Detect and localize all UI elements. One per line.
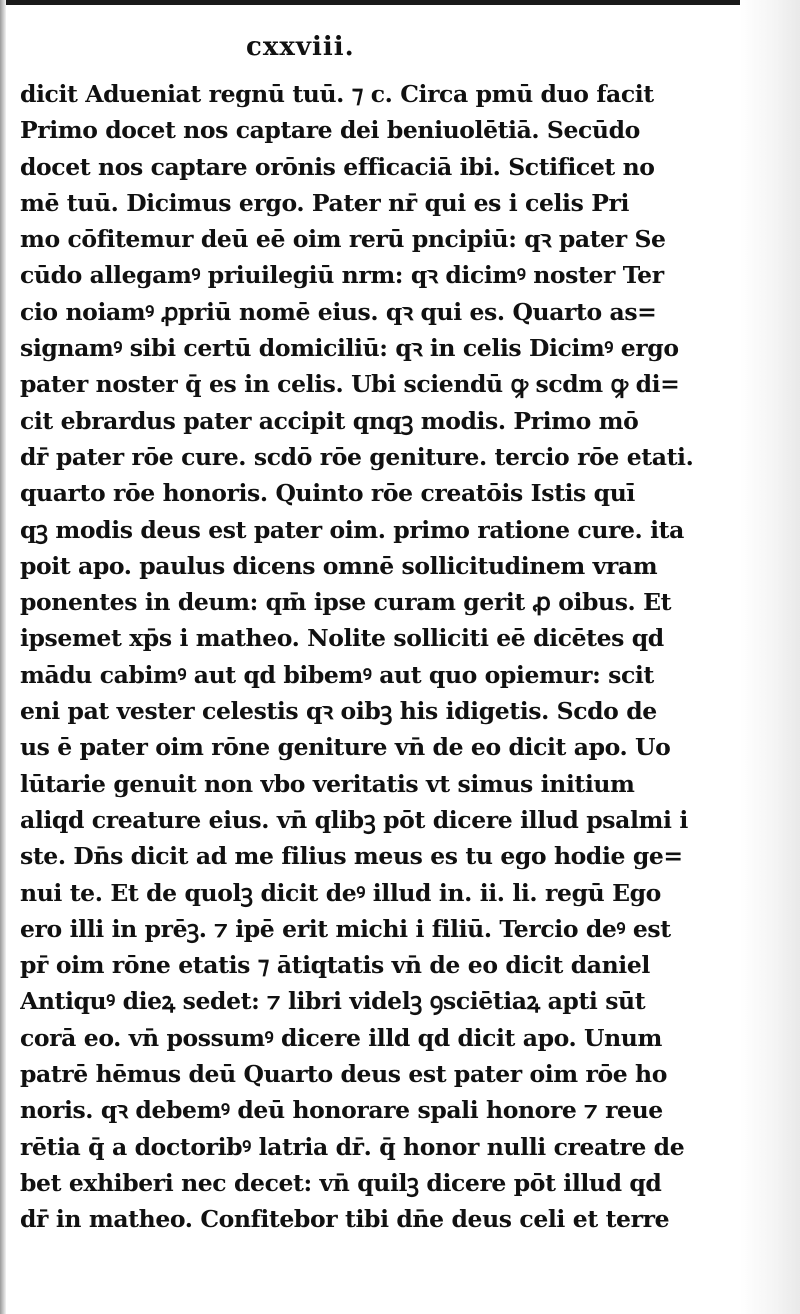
folio-number: cxxviii. [246, 32, 355, 62]
page-right-margin [740, 0, 800, 1314]
blackletter-text-block [20, 76, 740, 1238]
text-line: Primo docet nos captare dei beniuolētiā. Secūdo [20, 116, 640, 145]
text-line: us ē pater oim rōne geniture vn̄ de eo dicit apo. Uo [20, 733, 671, 762]
page-top-edge [0, 0, 800, 5]
text-line: dicit Adueniat regnū tuū. ⁊ c. Circa pmū duo facit [20, 80, 654, 108]
text-line: pr̄ oim rōne etatis ⁊ ātiqtatis vn̄ de eo dicit daniel [20, 951, 650, 980]
text-line: bet exhiberi nec decet: vn̄ quilꝫ dicere pōt illud qd [20, 1168, 662, 1197]
text-line: dr̄ in matheo. Confitebor tibi dn̄e deus celi et terre [20, 1205, 670, 1234]
text-line: docet nos captare orōnis efficaciā ibi. Sctificet no [20, 152, 655, 181]
text-line: rētia q̄ a doctoribꝰ latria dr̄. q̄ honor nulli creatre de [20, 1132, 685, 1161]
text-line: cio noiamꝰ ꝓpriū nomē eius. qꝛ qui es. Quarto as= [20, 297, 657, 326]
text-line: qꝫ modis deus est pater oim. primo ratione cure. ita [20, 515, 684, 544]
text-line: ste. Dn̄s dicit ad me filius meus es tu ego hodie ge= [20, 842, 683, 871]
text-line: ponentes in deum: qm̄ ipse curam gerit ꝓ oibus. Et [20, 588, 672, 617]
text-line: corā eo. vn̄ possumꝰ dicere illd qd dicit apo. Unum [20, 1023, 662, 1052]
text-line: pater noster q̄ es in celis. Ubi sciendū ꝙ scdm ꝙ di= [20, 370, 680, 399]
text-line: quarto rōe honoris. Quinto rōe creatōis Istis quī [20, 479, 635, 508]
text-line: mē tuū. Dicimus ergo. Pater nr̄ qui es i celis Pri [20, 188, 629, 217]
binding-gutter [0, 0, 6, 1314]
text-line: ero illi in prēꝫ. ⁊ ipē erit michi i filiū. Tercio deꝰ est [20, 914, 671, 943]
text-line: poit apo. paulus dicens omnē sollicitudinem vram [20, 551, 658, 580]
text-line: dr̄ pater rōe cure. scdō rōe geniture. tercio rōe etati. [20, 442, 694, 471]
text-line: patrē hēmus deū Quarto deus est pater oim rōe ho [20, 1060, 667, 1089]
text-line: aliqd creature eius. vn̄ qlibꝫ pōt dicere illud psalmi i [20, 805, 688, 834]
text-line: cūdo allegamꝰ priuilegiū nrm: qꝛ dicimꝰ noster Ter [20, 261, 664, 290]
text-line: mo cōfitemur deū eē oim rerū pncipiū: qꝛ pater Se [20, 225, 666, 254]
text-line: eni pat vester celestis qꝛ oibꝫ his idigetis. Scdo de [20, 697, 657, 726]
text-line: lūtarie genuit non vbo veritatis vt simus initium [20, 769, 635, 798]
text-line: nui te. Et de quolꝫ dicit deꝰ illud in. ii. li. regū Ego [20, 878, 661, 907]
text-line: cit ebrardus pater accipit qnqꝫ modis. Primo mō [20, 406, 639, 435]
text-line: ipsemet xp̄s i matheo. Nolite solliciti eē dicētes qd [20, 624, 664, 653]
text-line: signamꝰ sibi certū domiciliū: qꝛ in celis Dicimꝰ ergo [20, 334, 679, 363]
text-line: noris. qꝛ debemꝰ deū honorare spali honore ⁊ reue [20, 1096, 663, 1125]
text-line: mādu cabimꝰ aut qd bibemꝰ aut quo opiemur: scit [20, 660, 654, 689]
text-line: Antiquꝰ dieꝝ sedet: ⁊ libri videlꝫ ꝯsciētiaꝝ apti sūt [20, 987, 646, 1016]
